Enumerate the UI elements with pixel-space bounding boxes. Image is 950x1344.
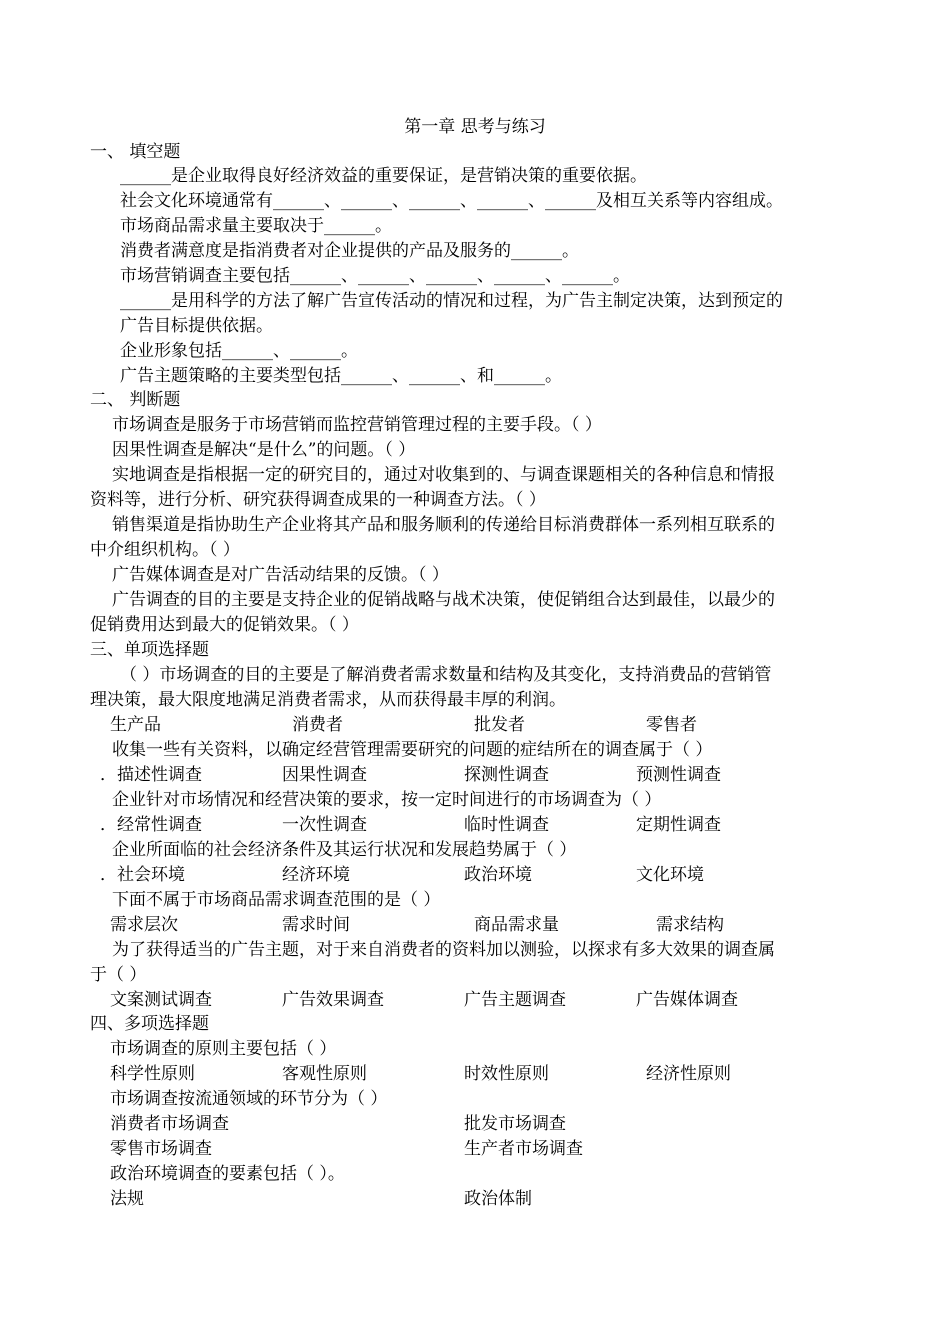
multiple-choice-q3-option-b: 政治体制 (464, 1189, 532, 1209)
single-choice-q1-option-b: 消费者 (292, 715, 343, 735)
multiple-choice-q1-stem: 市场调查的原则主要包括（ ） (110, 1039, 337, 1059)
multiple-choice-q1-option-d: 经济性原则 (646, 1064, 731, 1084)
single-choice-q2-option-d: 预测性调查 (636, 765, 721, 785)
single-choice-q4-stem: 企业所面临的社会经济条件及其运行状况和发展趋势属于（ ） (112, 840, 577, 860)
single-choice-q3-option-c: 临时性调查 (464, 815, 549, 835)
section-heading-multiple-choice: 四、多项选择题 (90, 1014, 209, 1034)
single-choice-q2-option-c: 探测性调查 (464, 765, 549, 785)
single-choice-q3-option-d: 定期性调查 (636, 815, 721, 835)
single-choice-q1-option-d: 零售者 (646, 715, 697, 735)
fill-in-item-6: ______是用科学的方法了解广告宣传活动的情况和过程，为广告主制定决策，达到预定的 (120, 291, 783, 311)
single-choice-q2-option-b: 因果性调查 (282, 765, 367, 785)
single-choice-q6-option-d: 广告媒体调查 (636, 990, 738, 1010)
single-choice-q4-option-b: 经济环境 (282, 865, 350, 885)
single-choice-q4-option-d: 文化环境 (636, 865, 704, 885)
true-false-item-3-cont: 资料等，进行分析、研究获得调查成果的一种调查方法。（ ） (90, 490, 546, 510)
single-choice-q4-option-c: 政治环境 (464, 865, 532, 885)
single-choice-q2-stem: 收集一些有关资料，以确定经营管理需要研究的问题的症结所在的调查属于（ ） (112, 740, 713, 760)
true-false-item-5: 广告媒体调查是对广告活动结果的反馈。（ ） (112, 565, 449, 585)
single-choice-q5-option-c: 商品需求量 (474, 915, 559, 935)
true-false-item-6: 广告调查的目的主要是支持企业的促销战略与战术决策，使促销组合达到最佳，以最少的 (112, 590, 775, 610)
single-choice-q5-option-a: 需求层次 (110, 915, 178, 935)
fill-in-item-4: 消费者满意度是指消费者对企业提供的产品及服务的______。 (120, 241, 579, 261)
multiple-choice-q2-stem: 市场调查按流通领域的环节分为（ ） (110, 1089, 388, 1109)
single-choice-q1-option-c: 批发者 (474, 715, 525, 735)
true-false-item-1: 市场调查是服务于市场营销而监控营销管理过程的主要手段。（ ） (112, 415, 602, 435)
section-heading-fill-in: 一、 填空题 (90, 142, 181, 162)
single-choice-q3-stem: 企业针对市场情况和经营决策的要求，按一定时间进行的市场调查为（ ） (112, 790, 662, 810)
multiple-choice-q3-stem: 政治环境调查的要素包括（ ）。 (110, 1164, 345, 1184)
single-choice-q6-stem: 为了获得适当的广告主题，对于来自消费者的资料加以测验，以探求有多大效果的调查属 (112, 940, 775, 960)
single-choice-q3-option-a: ．经常性调查 (100, 815, 202, 835)
multiple-choice-q1-option-a: 科学性原则 (110, 1064, 195, 1084)
multiple-choice-q2-option-b: 批发市场调查 (464, 1114, 566, 1134)
multiple-choice-q2-option-d: 生产者市场调查 (464, 1139, 583, 1159)
multiple-choice-q3-option-a: 法规 (110, 1189, 144, 1209)
single-choice-q6-option-a: 文案测试调查 (110, 990, 212, 1010)
multiple-choice-q2-option-a: 消费者市场调查 (110, 1114, 229, 1134)
single-choice-q4-option-a: ．社会环境 (100, 865, 185, 885)
fill-in-item-2: 社会文化环境通常有______、______、______、______、______及相互关系等内容组成。 (120, 191, 783, 211)
single-choice-q5-option-b: 需求时间 (282, 915, 350, 935)
single-choice-q1-stem: （ ）市场调查的目的主要是了解消费者需求数量和结构及其变化，支持消费品的营销管 (120, 665, 772, 685)
section-heading-true-false: 二、 判断题 (90, 390, 181, 410)
single-choice-q6-option-b: 广告效果调查 (282, 990, 384, 1010)
fill-in-item-3: 市场商品需求量主要取决于______。 (120, 216, 392, 236)
true-false-item-3: 实地调查是指根据一定的研究目的，通过对收集到的、与调查课题相关的各种信息和情报 (112, 465, 775, 485)
multiple-choice-q1-option-c: 时效性原则 (464, 1064, 549, 1084)
fill-in-item-8: 广告主题策略的主要类型包括______、______、和______。 (120, 366, 562, 386)
true-false-item-4-cont: 中介组织机构。（ ） (90, 540, 240, 560)
single-choice-q5-stem: 下面不属于市场商品需求调查范围的是（ ） (112, 890, 441, 910)
true-false-item-6-cont: 促销费用达到最大的促销效果。（ ） (90, 615, 359, 635)
single-choice-q3-option-b: 一次性调查 (282, 815, 367, 835)
single-choice-q6-stem-cont: 于（ ） (90, 965, 147, 985)
fill-in-item-1: ______是企业取得良好经济效益的重要保证，是营销决策的重要依据。 (120, 166, 647, 186)
single-choice-q2-option-a: ．描述性调查 (100, 765, 202, 785)
fill-in-item-7: 企业形象包括______、______。 (120, 341, 358, 361)
fill-in-item-6-cont: 广告目标提供依据。 (120, 316, 273, 336)
single-choice-q1-stem-cont: 理决策，最大限度地满足消费者需求，从而获得最丰厚的利润。 (90, 690, 566, 710)
true-false-item-4: 销售渠道是指协助生产企业将其产品和服务顺利的传递给目标消费群体一系列相互联系的 (112, 515, 775, 535)
single-choice-q6-option-c: 广告主题调查 (464, 990, 566, 1010)
fill-in-item-5: 市场营销调查主要包括______、______、______、______、______。 (120, 266, 630, 286)
section-heading-single-choice: 三、单项选择题 (90, 640, 209, 660)
page-title: 第一章 思考与练习 (404, 117, 546, 137)
multiple-choice-q1-option-b: 客观性原则 (282, 1064, 367, 1084)
single-choice-q5-option-d: 需求结构 (656, 915, 724, 935)
true-false-item-2: 因果性调查是解决“是什么”的问题。（ ） (112, 440, 416, 460)
single-choice-q1-option-a: 生产品 (110, 715, 161, 735)
multiple-choice-q2-option-c: 零售市场调查 (110, 1139, 212, 1159)
